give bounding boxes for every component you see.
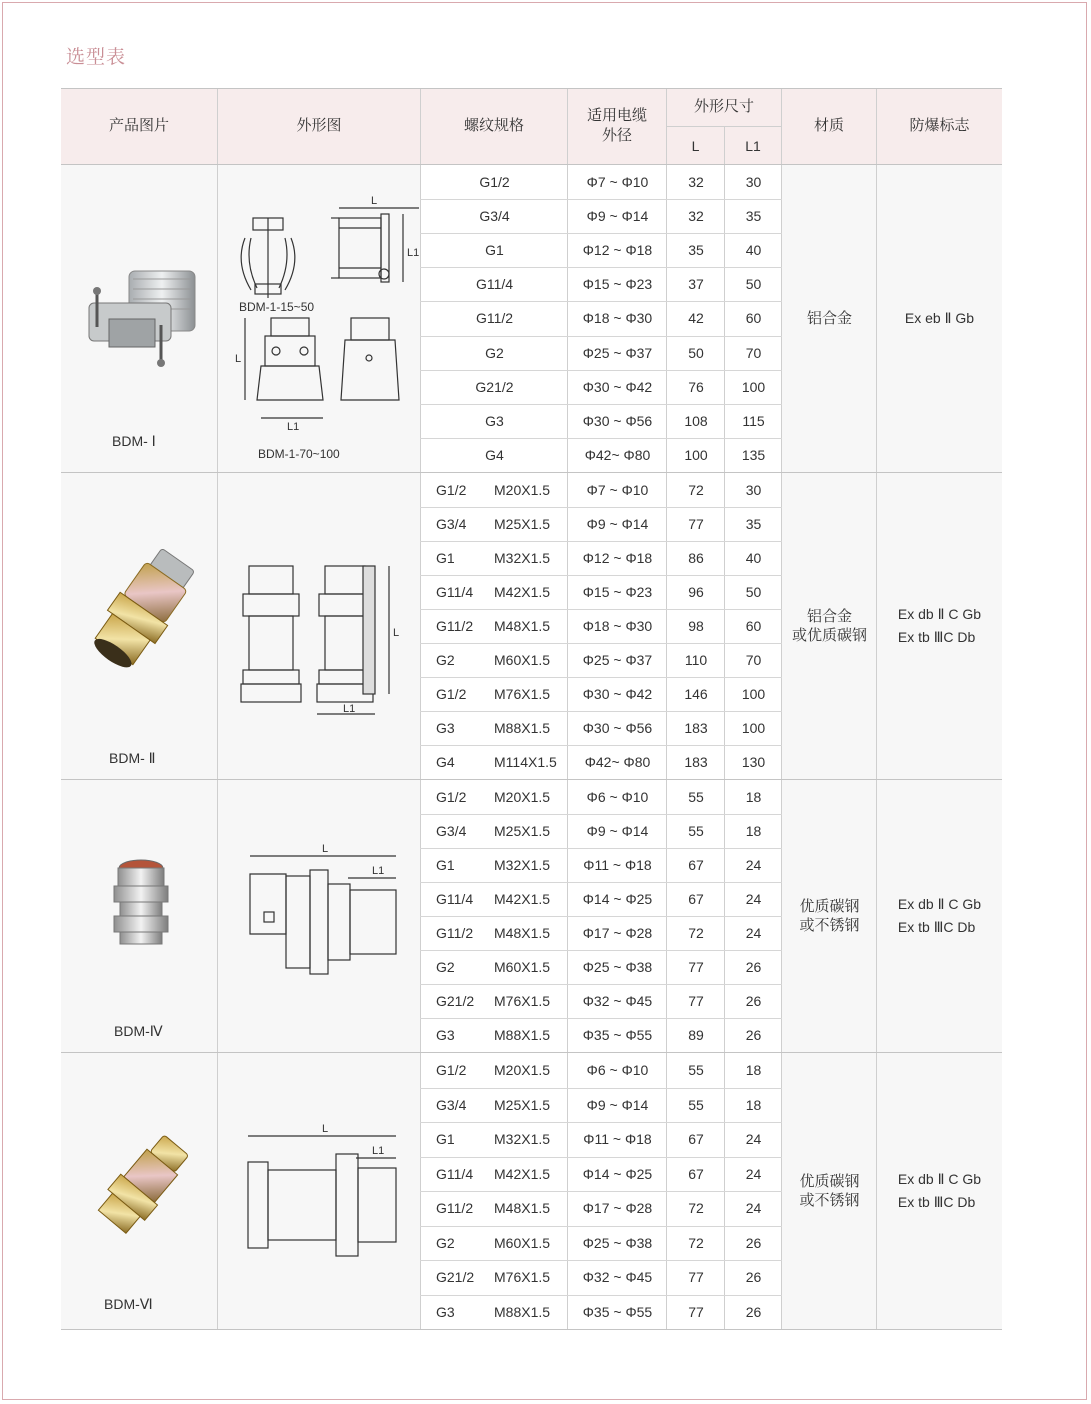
dim-l1-value: 70 [745, 652, 762, 668]
dim-l-value: 35 [688, 242, 704, 259]
dim-l-value: 72 [688, 1234, 704, 1251]
dim-l1-value: 60 [745, 310, 762, 327]
dim-l-value: 77 [688, 959, 704, 975]
cable-diameter: Φ30 ~ Φ42 [582, 378, 653, 395]
material-line: 优质碳钢 [799, 1173, 860, 1190]
dim-l-value: 183 [684, 720, 708, 736]
metric-thread-spec: M60X1.5 [494, 1234, 551, 1251]
row-divider [420, 916, 782, 917]
header-cable-line1: 适用电缆 [586, 107, 647, 124]
model-label-bdm-4: BDM-Ⅳ [114, 1023, 163, 1039]
dim-l1-value: 18 [745, 1062, 762, 1079]
dim-l1-value: 24 [745, 1165, 762, 1182]
thread-spec: G1/2 [479, 174, 510, 191]
metric-thread-spec: M20X1.5 [494, 1062, 551, 1079]
model-label-bdm-1: BDM- Ⅰ [112, 433, 156, 449]
row-divider [420, 643, 782, 644]
metric-thread-spec: M48X1.5 [494, 925, 551, 941]
thread-spec: G2 [436, 959, 455, 975]
thread-spec: G1/2 [436, 686, 467, 702]
row-divider [420, 1226, 782, 1227]
thread-spec: G11/4 [436, 891, 474, 907]
row-divider [420, 1295, 782, 1296]
dim-l-value: 55 [688, 1096, 704, 1113]
dim-l1-value: 26 [745, 993, 762, 1009]
dim-l1-value: 60 [745, 618, 762, 634]
page-title: 选型表 [66, 47, 127, 68]
row-divider [420, 507, 782, 508]
cable-diameter: Φ11 ~ Φ18 [583, 1131, 652, 1148]
dim-l1-value: 115 [742, 412, 765, 429]
row-divider [420, 1018, 782, 1019]
marking-section-4 [877, 1053, 1002, 1329]
dim-l-value: 50 [688, 344, 704, 361]
thread-spec: G1/2 [436, 482, 467, 498]
metric-thread-spec: M25X1.5 [494, 823, 551, 839]
dim-l1-value: 18 [745, 823, 762, 839]
dim-l1-value: 30 [745, 482, 762, 498]
row-divider [420, 1122, 782, 1123]
cable-diameter: Φ32 ~ Φ45 [582, 993, 653, 1009]
dim-l1-value: 30 [745, 174, 762, 191]
dim-l-value: 42 [688, 310, 704, 327]
thread-spec: G11/2 [436, 1200, 474, 1217]
dim-l-value: 72 [688, 482, 704, 498]
dim-l-value: 72 [688, 925, 704, 941]
dim-l-value: 67 [688, 1131, 704, 1148]
dim-l-value: 77 [688, 1269, 704, 1286]
header-dim-l: L [667, 126, 725, 164]
row-divider [420, 814, 782, 815]
metric-thread-spec: M76X1.5 [494, 1269, 551, 1286]
model-label-bdm-6: BDM-Ⅵ [104, 1296, 153, 1312]
dim-l1-value: 26 [745, 1303, 762, 1320]
dim-l-label: L [393, 627, 400, 639]
dim-l-value: 55 [688, 823, 704, 839]
dim-l1-value: 26 [745, 1269, 762, 1286]
thread-spec: G21/2 [475, 378, 514, 395]
dim-l1-label: L1 [372, 1145, 385, 1157]
dim-l1-label: L1 [343, 703, 356, 715]
technical-drawing-bdm-6 [244, 1118, 404, 1268]
metric-thread-spec: M48X1.5 [494, 618, 551, 634]
dim-l1-value: 26 [745, 959, 762, 975]
material-section-3 [782, 780, 877, 1052]
material-line: 或不锈钢 [799, 917, 860, 934]
dim-l-value: 77 [688, 1303, 704, 1320]
cable-diameter: Φ12 ~ Φ18 [582, 550, 653, 566]
cable-diameter: Φ17 ~ Φ28 [582, 1200, 653, 1217]
material-section-4 [782, 1053, 877, 1329]
header-photo: 产品图片 [61, 88, 218, 164]
thread-spec: G1 [436, 550, 455, 566]
cable-diameter: Φ42~ Φ80 [584, 754, 651, 770]
dim-l1-label: L1 [407, 247, 420, 259]
thread-spec: G2 [436, 652, 455, 668]
cable-diameter: Φ35 ~ Φ55 [582, 1027, 653, 1043]
marking-line: Ex eb Ⅱ Gb [904, 310, 975, 326]
cable-diameter: Φ15 ~ Φ23 [582, 276, 653, 293]
dim-l-value: 32 [688, 208, 704, 225]
dim-l1-value: 50 [745, 584, 762, 600]
dim-l-value: 67 [688, 1165, 704, 1182]
cable-diameter: Φ42~ Φ80 [584, 446, 651, 463]
thread-spec: G21/2 [436, 993, 475, 1009]
material-line: 铝合金 [806, 608, 852, 625]
thread-spec: G3/4 [479, 208, 510, 225]
cable-diameter: Φ25 ~ Φ37 [582, 652, 653, 668]
dim-l1-value: 100 [741, 686, 766, 702]
material-line: 或优质碳钢 [791, 627, 867, 644]
cable-diameter: Φ6 ~ Φ10 [586, 789, 649, 805]
row-divider [420, 267, 782, 268]
dim-l-value: 98 [688, 618, 704, 634]
row-divider [420, 336, 782, 337]
metric-thread-spec: M20X1.5 [494, 482, 551, 498]
thread-spec: G11/2 [436, 925, 474, 941]
cable-diameter: Φ25 ~ Φ38 [582, 1234, 653, 1251]
dim-l-value: 77 [688, 516, 704, 532]
drawing-caption-large: BDM-1-70~100 [258, 447, 340, 461]
cable-diameter: Φ32 ~ Φ45 [582, 1269, 653, 1286]
dim-l-value: 96 [688, 584, 704, 600]
technical-drawing-bdm-2 [239, 558, 414, 718]
thread-spec: G3/4 [436, 516, 467, 532]
cable-diameter: Φ30 ~ Φ42 [582, 686, 653, 702]
row-divider [420, 370, 782, 371]
metric-thread-spec: M88X1.5 [494, 1303, 551, 1320]
metric-thread-spec: M76X1.5 [494, 686, 551, 702]
product-photo-bdm-6 [91, 1133, 196, 1238]
thread-spec: G3 [485, 412, 504, 429]
thread-spec: G1/2 [436, 1062, 467, 1079]
row-divider [420, 950, 782, 951]
marking-line: Ex db Ⅱ C Gb [897, 606, 982, 622]
table-top-border [61, 88, 1002, 89]
dim-l-value: 86 [688, 550, 704, 566]
material-section-2 [782, 473, 877, 779]
dim-l1-value: 18 [745, 789, 762, 805]
thread-spec: G2 [436, 1234, 455, 1251]
cable-diameter: Φ25 ~ Φ37 [582, 344, 653, 361]
dim-l-value: 55 [688, 789, 704, 805]
dim-l1-value: 24 [745, 1131, 762, 1148]
metric-thread-spec: M42X1.5 [494, 891, 551, 907]
dim-l-label: L [235, 353, 242, 365]
thread-spec: G21/2 [436, 1269, 475, 1286]
dim-l-value: 32 [688, 174, 704, 191]
dim-l1-value: 50 [745, 276, 762, 293]
dim-l1-value: 18 [745, 1096, 762, 1113]
thread-spec: G1 [436, 857, 455, 873]
thread-spec: G11/2 [475, 310, 514, 327]
metric-thread-spec: M25X1.5 [494, 516, 551, 532]
header-cable [568, 88, 667, 164]
dim-l1-value: 26 [745, 1027, 762, 1043]
dim-l1-value: 24 [745, 1200, 762, 1217]
metric-thread-spec: M76X1.5 [494, 993, 551, 1009]
row-divider [420, 541, 782, 542]
row-divider [420, 199, 782, 200]
dim-l-label: L [322, 843, 329, 855]
header-dim-l1: L1 [725, 126, 782, 164]
thread-spec: G2 [485, 344, 504, 361]
row-divider [420, 984, 782, 985]
thread-spec: G11/4 [475, 276, 514, 293]
cable-diameter: Φ30 ~ Φ56 [582, 720, 653, 736]
dim-l-label: L [322, 1123, 329, 1135]
thread-spec: G1 [485, 242, 504, 259]
metric-thread-spec: M42X1.5 [494, 584, 551, 600]
row-divider [420, 882, 782, 883]
row-divider [420, 609, 782, 610]
dim-l1-value: 26 [745, 1234, 762, 1251]
row-divider [420, 848, 782, 849]
marking-section-1 [877, 165, 1002, 472]
cable-diameter: Φ9 ~ Φ14 [586, 823, 649, 839]
marking-line: Ex tb ⅢC Db [897, 629, 976, 645]
material-line: 或不锈钢 [799, 1192, 860, 1209]
dim-l-value: 183 [684, 754, 708, 770]
dim-l-value: 37 [688, 276, 704, 293]
cable-diameter: Φ17 ~ Φ28 [582, 925, 653, 941]
technical-drawing-bdm-1 [231, 178, 421, 448]
cable-diameter: Φ6 ~ Φ10 [586, 1062, 649, 1079]
header-thread: 螺纹规格 [421, 88, 568, 164]
row-divider [420, 575, 782, 576]
header-material: 材质 [782, 88, 877, 164]
metric-thread-spec: M88X1.5 [494, 720, 551, 736]
technical-drawing-bdm-4 [246, 840, 406, 970]
dim-l-label: L [371, 195, 378, 207]
cable-diameter: Φ35 ~ Φ55 [582, 1303, 653, 1320]
cable-diameter: Φ9 ~ Φ14 [586, 1096, 649, 1113]
dim-l-value: 76 [688, 378, 704, 395]
metric-thread-spec: M20X1.5 [494, 789, 551, 805]
header-marking: 防爆标志 [877, 88, 1002, 164]
marking-line: Ex tb ⅢC Db [897, 1194, 976, 1210]
cable-diameter: Φ14 ~ Φ25 [582, 1165, 653, 1182]
dim-l1-value: 70 [745, 344, 762, 361]
cable-diameter: Φ15 ~ Φ23 [582, 584, 653, 600]
dim-l1-value: 40 [745, 550, 762, 566]
drawing-caption-small: BDM-1-15~50 [239, 300, 315, 314]
cable-diameter: Φ9 ~ Φ14 [586, 208, 649, 225]
selection-table [61, 88, 1002, 1329]
metric-thread-spec: M25X1.5 [494, 1096, 551, 1113]
thread-spec: G11/4 [436, 584, 474, 600]
thread-spec: G11/2 [436, 618, 474, 634]
thread-spec: G3/4 [436, 1096, 467, 1113]
thread-spec: G3/4 [436, 823, 467, 839]
row-divider [420, 233, 782, 234]
row-divider [420, 677, 782, 678]
product-photo-bdm-4 [106, 858, 176, 948]
header-drawing: 外形图 [218, 88, 421, 164]
dim-l1-value: 24 [745, 857, 762, 873]
metric-thread-spec: M32X1.5 [494, 1131, 551, 1148]
thread-spec: G11/4 [436, 1165, 474, 1182]
dim-l-value: 110 [684, 652, 708, 668]
thread-spec: G3 [436, 1027, 455, 1043]
cable-diameter: Φ12 ~ Φ18 [582, 242, 653, 259]
material-section-1 [782, 165, 877, 472]
dim-l1-value: 135 [741, 446, 766, 463]
dim-l-value: 67 [688, 891, 704, 907]
metric-thread-spec: M60X1.5 [494, 652, 551, 668]
cable-diameter: Φ18 ~ Φ30 [582, 618, 653, 634]
marking-line: Ex db Ⅱ C Gb [897, 1171, 982, 1187]
header-dims: 外形尺寸 [667, 88, 782, 126]
table-bottom-border [61, 1329, 1002, 1330]
thread-spec: G3 [436, 1303, 455, 1320]
dim-l-value: 100 [684, 446, 708, 463]
marking-line: Ex tb ⅢC Db [897, 919, 976, 935]
cable-diameter: Φ7 ~ Φ10 [586, 482, 649, 498]
thread-spec: G1/2 [436, 789, 467, 805]
marking-section-2 [877, 473, 1002, 779]
dim-l-value: 67 [688, 857, 704, 873]
thread-spec: G1 [436, 1131, 455, 1148]
model-label-bdm-2: BDM- Ⅱ [109, 750, 156, 766]
marking-section-3 [877, 780, 1002, 1052]
dim-l-value: 89 [688, 1027, 704, 1043]
row-divider [420, 404, 782, 405]
dim-l1-value: 35 [745, 516, 762, 532]
cable-diameter: Φ9 ~ Φ14 [586, 516, 649, 532]
row-divider [420, 1088, 782, 1089]
dim-l1-value: 24 [745, 925, 762, 941]
dim-l-value: 146 [684, 686, 708, 702]
thread-spec: G4 [485, 446, 504, 463]
metric-thread-spec: M32X1.5 [494, 550, 551, 566]
cable-diameter: Φ11 ~ Φ18 [583, 857, 652, 873]
dim-l1-value: 24 [745, 891, 762, 907]
row-divider [420, 1157, 782, 1158]
dim-l-value: 108 [684, 412, 708, 429]
material-line: 优质碳钢 [799, 898, 860, 915]
dim-l1-label: L1 [372, 865, 385, 877]
dim-l1-value: 100 [741, 378, 766, 395]
dim-l1-value: 40 [745, 242, 762, 259]
dim-l1-value: 100 [741, 720, 766, 736]
row-divider [420, 1260, 782, 1261]
row-divider [420, 301, 782, 302]
cable-diameter: Φ7 ~ Φ10 [586, 174, 649, 191]
metric-thread-spec: M60X1.5 [494, 959, 551, 975]
dim-l1-label: L1 [287, 421, 300, 433]
row-divider [420, 438, 782, 439]
product-photo-bdm-2 [76, 548, 206, 678]
thread-spec: G4 [436, 754, 455, 770]
thread-spec: G3 [436, 720, 455, 736]
cable-diameter: Φ14 ~ Φ25 [582, 891, 653, 907]
product-photo-bdm-1 [81, 263, 206, 383]
material-line: 铝合金 [806, 310, 852, 327]
dim-l-value: 72 [688, 1200, 704, 1217]
metric-thread-spec: M114X1.5 [494, 754, 557, 770]
dim-l1-value: 35 [745, 208, 762, 225]
cable-diameter: Φ25 ~ Φ38 [582, 959, 653, 975]
dim-l-value: 55 [688, 1062, 704, 1079]
row-divider [420, 711, 782, 712]
metric-thread-spec: M32X1.5 [494, 857, 551, 873]
row-divider [420, 745, 782, 746]
cable-diameter: Φ18 ~ Φ30 [582, 310, 653, 327]
row-divider [420, 1191, 782, 1192]
metric-thread-spec: M48X1.5 [494, 1200, 551, 1217]
header-cable-line2: 外径 [601, 127, 632, 144]
marking-line: Ex db Ⅱ C Gb [897, 896, 982, 912]
metric-thread-spec: M42X1.5 [494, 1165, 551, 1182]
metric-thread-spec: M88X1.5 [494, 1027, 551, 1043]
cable-diameter: Φ30 ~ Φ56 [582, 412, 653, 429]
dim-l-value: 77 [688, 993, 704, 1009]
dim-l1-value: 130 [741, 754, 766, 770]
